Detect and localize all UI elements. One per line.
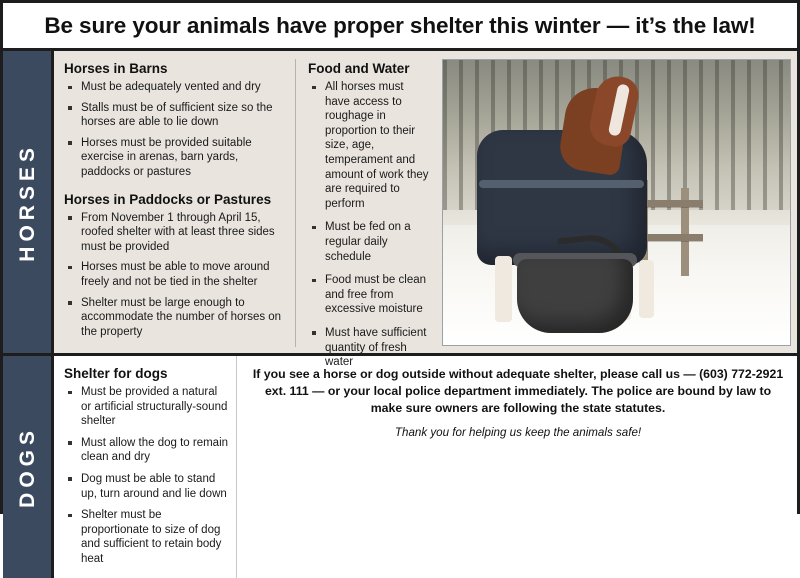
horses-food-water-heading: Food and Water — [308, 61, 410, 76]
dogs-shelter-list — [64, 385, 228, 567]
dogs-shelter-column — [54, 356, 237, 578]
list-item: Food must be clean and free from excessive moisture — [308, 273, 430, 317]
list-item: Shelter must be large enough to accommodate the number of horses on the property — [64, 296, 285, 340]
list-item: Horses must be provided suitable exercise in arenas, barn yards, paddocks or pastures — [64, 136, 285, 180]
list-item: Must be fed on a regular daily schedule — [308, 220, 430, 264]
horses-food-water-column — [296, 59, 436, 369]
horses-barns-column — [64, 59, 296, 347]
horse-in-snow-photo — [442, 59, 791, 346]
photo-horse-leg — [639, 260, 654, 318]
page-title: Be sure your animals have proper shelter this winter — it’s the law! — [44, 12, 756, 38]
list-item: From November 1 through April 15, roofed shelter with at least three sides must be provided — [64, 211, 285, 255]
horses-side-tab-label: HORSES — [15, 142, 39, 262]
list-item: Must have sufficient quantity of fresh water — [308, 326, 430, 370]
horses-photo-column — [436, 59, 791, 347]
list-item: Stalls must be of sufficient size so the horses are able to lie down — [64, 101, 285, 130]
dogs-shelter-heading: Shelter for dogs — [64, 366, 168, 381]
photo-horse-leg — [495, 256, 512, 322]
dogs-content — [54, 356, 797, 578]
list-item: Must allow the dog to remain clean and dry — [64, 436, 228, 465]
horses-paddocks-heading: Horses in Paddocks or Pastures — [64, 191, 272, 207]
list-item: Shelter must be proportionate to size of dog and sufficient to retain body heat — [64, 508, 228, 566]
poster-header — [3, 3, 797, 51]
list-item: Dog must be able to stand up, turn around and lie down — [64, 472, 228, 501]
horses-barns-heading: Horses in Barns — [64, 61, 168, 76]
horses-food-water-list — [308, 80, 430, 370]
dogs-side-tab — [3, 356, 54, 578]
horses-barns-list — [64, 80, 285, 180]
dogs-side-tab-label: DOGS — [15, 425, 39, 508]
thank-you-text: Thank you for helping us keep the animals safe! — [394, 425, 642, 439]
photo-water-tub — [517, 259, 633, 333]
list-item: Horses must be able to move around freely and not be tied in the shelter — [64, 260, 285, 289]
photo-horse-blanket — [479, 180, 644, 188]
horses-paddocks-list — [64, 211, 285, 340]
contact-notice — [237, 356, 797, 578]
horses-side-tab — [3, 51, 54, 353]
list-item: Must be provided a natural or artificial structurally-sound shelter — [64, 385, 228, 429]
contact-notice-text: If you see a horse or dog outside without adequate shelter, please call us — (603) 772-2921 ext. 111 — or your local police department immediately. The police are bound by law to make sure owners are following the state statutes. — [252, 367, 784, 415]
list-item: Must be adequately vented and dry — [64, 80, 285, 95]
horses-content — [54, 51, 797, 369]
list-item: All horses must have access to roughage in proportion to their size, age, temperament and amount of work they are required to perform — [308, 80, 430, 211]
dogs-section — [3, 356, 797, 578]
horses-section — [3, 51, 797, 369]
